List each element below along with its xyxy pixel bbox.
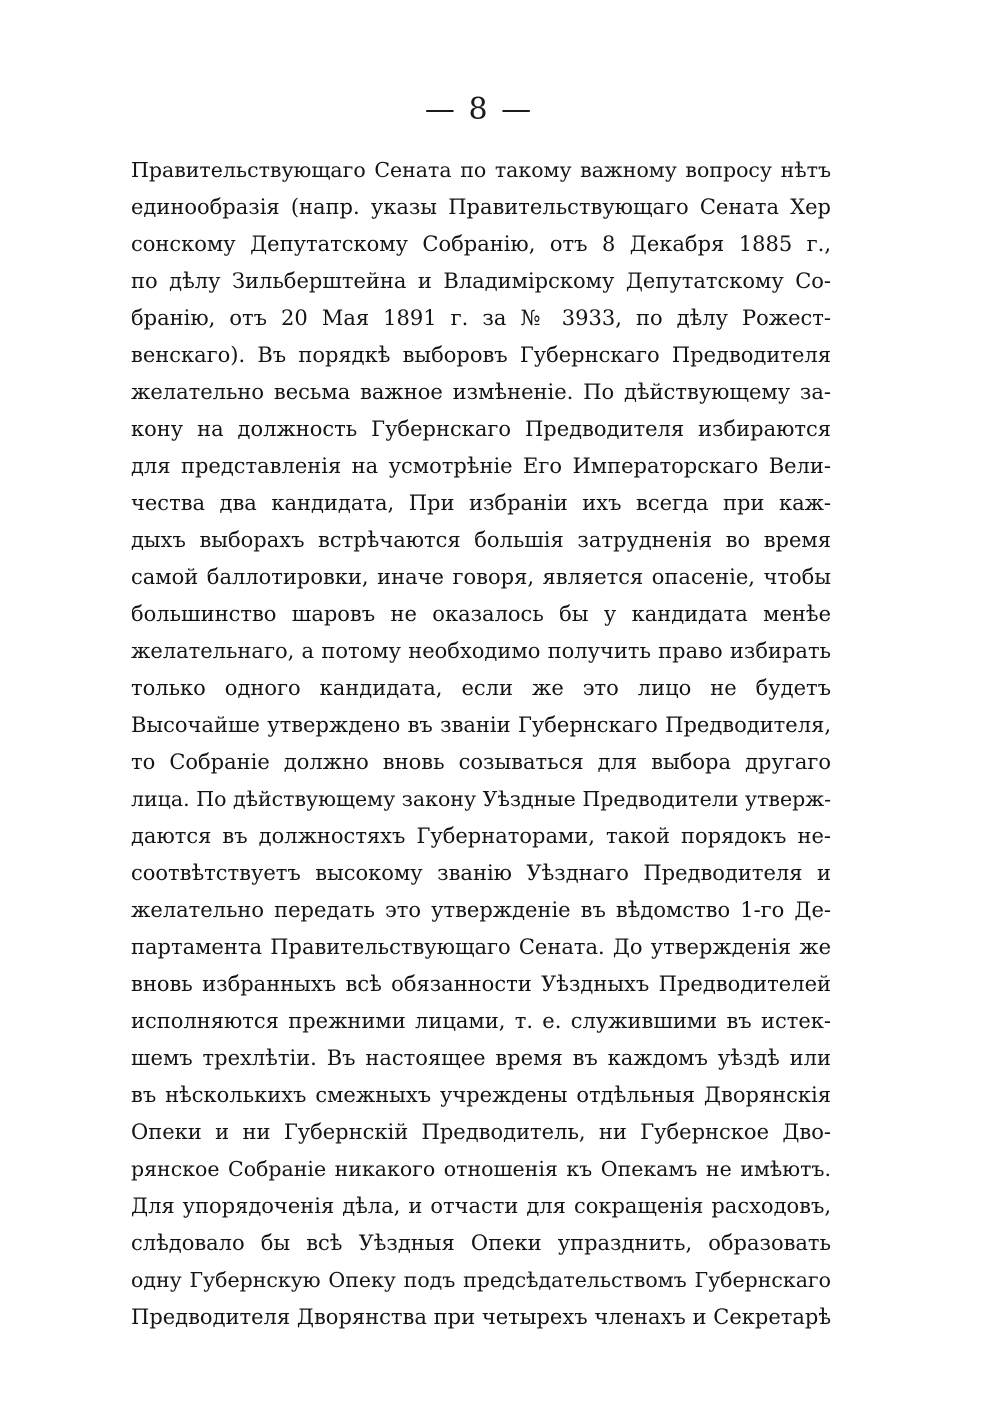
text-line: желательно весьма важное измѣненіе. По дѣйствующему за-: [131, 380, 831, 404]
text-line: чества два кандидата, При избраніи ихъ всегда при каж-: [131, 491, 831, 515]
text-line: въ нѣсколькихъ смежныхъ учреждены отдѣльныя Дворянскія: [131, 1083, 831, 1107]
text-line: соотвѣтствуетъ высокому званію Уѣзднаго Предводителя и: [131, 861, 831, 885]
text-line: даются въ должностяхъ Губернаторами, такой порядокъ не-: [131, 824, 831, 848]
text-line: слѣдовало бы всѣ Уѣздныя Опеки упразднить, образовать: [131, 1231, 831, 1255]
text-line: венскаго). Въ порядкѣ выборовъ Губернскаго Предводителя: [131, 343, 831, 367]
text-line: то Собраніе должно вновь созываться для выбора другаго: [131, 750, 831, 774]
text-line: дыхъ выборахъ встрѣчаются большія затрудненія во время: [131, 528, 831, 552]
text-line: кону на должность Губернскаго Предводителя избираются: [131, 417, 831, 441]
text-line: рянское Собраніе никакого отношенія къ Опекамъ не имѣютъ.: [131, 1157, 831, 1181]
text-line: шемъ трехлѣтіи. Въ настоящее время въ каждомъ уѣздѣ или: [131, 1046, 831, 1070]
text-line: партамента Правительствующаго Сената. До утвержденія же: [131, 935, 831, 959]
text-line: Опеки и ни Губернскій Предводитель, ни Губернское Дво-: [131, 1120, 831, 1144]
text-line: единообразія (напр. указы Правительствующаго Сената Хер: [131, 195, 831, 219]
text-line: одну Губернскую Опеку подъ предсѣдательствомъ Губернскаго: [131, 1268, 831, 1292]
body-text: [131, 152, 831, 1336]
text-line: по дѣлу Зильберштейна и Владимірскому Депутатскому Со-: [131, 269, 831, 293]
text-line: только одного кандидата, если же это лицо не будетъ: [131, 676, 831, 700]
text-line: исполняются прежними лицами, т. е. служившими въ истек-: [131, 1009, 831, 1033]
text-line: желательнаго, а потому необходимо получить право избирать: [131, 639, 831, 663]
text-line: Предводителя Дворянства при четырехъ членахъ и Секретарѣ: [131, 1305, 831, 1329]
text-line: самой баллотировки, иначе говоря, является опасеніе, чтобы: [131, 565, 831, 589]
text-line: Высочайше утверждено въ званіи Губернскаго Предводителя,: [131, 713, 831, 737]
page-number: — 8 —: [424, 92, 534, 127]
text-line: Для упорядоченія дѣла, и отчасти для сокращенія расходовъ,: [131, 1194, 831, 1218]
text-line: сонскому Депутатскому Собранію, отъ 8 Декабря 1885 г.,: [131, 232, 831, 256]
text-line: вновь избранныхъ всѣ обязанности Уѣздныхъ Предводителей: [131, 972, 831, 996]
text-line: для представленія на усмотрѣніе Его Императорскаго Вели-: [131, 454, 831, 478]
text-line: желательно передать это утвержденіе въ вѣдомство 1-го Де-: [131, 898, 831, 922]
text-line: большинство шаровъ не оказалось бы у кандидата менѣе: [131, 602, 831, 626]
text-line: лица. По дѣйствующему закону Уѣздные Предводители утверж-: [131, 787, 831, 811]
text-line: бранію, отъ 20 Мая 1891 г. за № 3933, по дѣлу Рожест-: [131, 306, 831, 330]
text-line: Правительствующаго Сената по такому важному вопросу нѣтъ: [131, 158, 831, 182]
